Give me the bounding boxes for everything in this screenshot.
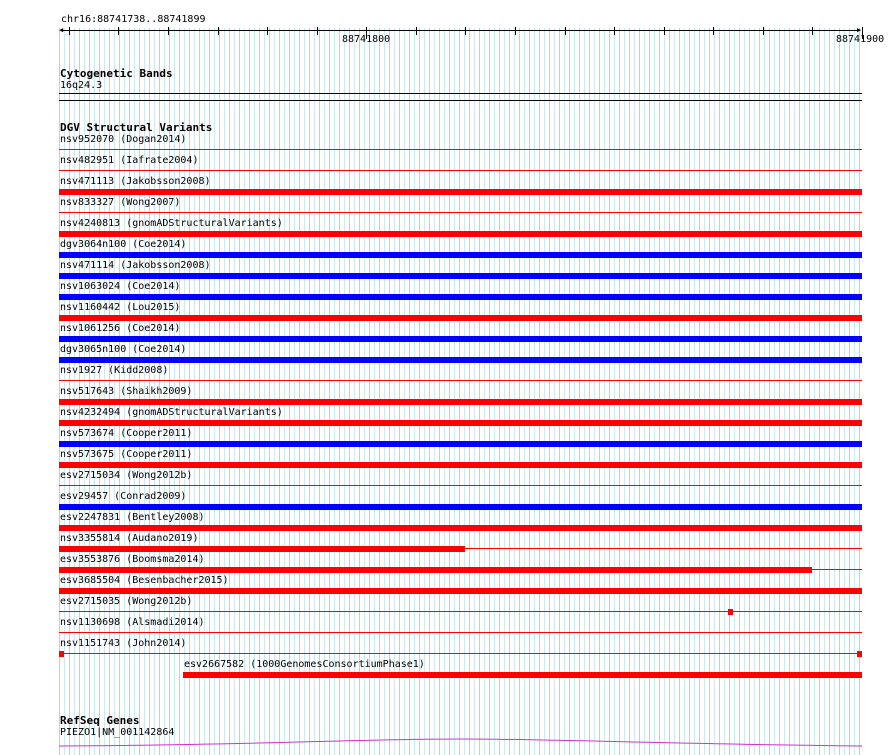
grid-line — [709, 28, 710, 755]
grid-line — [339, 28, 340, 755]
grid-line — [739, 28, 740, 755]
grid-line — [264, 28, 265, 755]
variant-label[interactable]: esv3685504 (Besenbacher2015) — [60, 575, 229, 586]
grid-line — [479, 28, 480, 755]
grid-line — [314, 28, 315, 755]
variant-label[interactable]: nsv1160442 (Lou2015) — [60, 302, 181, 313]
grid-line — [194, 28, 195, 755]
variant-bar[interactable] — [59, 315, 862, 321]
variant-bar[interactable] — [728, 609, 733, 615]
variant-label[interactable]: nsv482951 (Iafrate2004) — [60, 155, 199, 166]
grid-line — [584, 28, 585, 755]
grid-line — [324, 28, 325, 755]
grid-line — [484, 28, 485, 755]
grid-line — [309, 28, 310, 755]
grid-line — [209, 28, 210, 755]
variant-label[interactable]: nsv1063024 (Coe2014) — [60, 281, 181, 292]
grid-line — [754, 28, 755, 755]
grid-line — [319, 28, 320, 755]
grid-line — [274, 28, 275, 755]
cytoband-label: 16q24.3 — [60, 80, 103, 91]
grid-line — [279, 28, 280, 755]
ruler-label: 88741900 — [836, 34, 885, 45]
grid-line — [379, 28, 380, 755]
grid-line — [409, 28, 410, 755]
grid-line — [244, 28, 245, 755]
ruler-left-arrow-icon: ◀ — [59, 26, 64, 34]
grid-line — [504, 28, 505, 755]
grid-line — [609, 28, 610, 755]
variant-bar[interactable] — [59, 525, 862, 531]
ruler-tick — [168, 27, 169, 35]
grid-line — [474, 28, 475, 755]
ruler-tick — [218, 27, 219, 35]
grid-line — [374, 28, 375, 755]
variant-line — [59, 653, 862, 654]
variant-line — [59, 380, 862, 381]
grid-line — [694, 28, 695, 755]
variant-label[interactable]: esv3553876 (Boomsma2014) — [60, 554, 205, 565]
grid-line — [604, 28, 605, 755]
variant-line — [59, 611, 862, 612]
ruler-right-arrow-icon: ▶ — [857, 26, 862, 34]
grid-line — [419, 28, 420, 755]
variant-label[interactable]: nsv4240813 (gnomADStructuralVariants) — [60, 218, 283, 229]
variant-label[interactable]: nsv471114 (Jakobsson2008) — [60, 260, 211, 271]
grid-line — [779, 28, 780, 755]
grid-line — [219, 28, 220, 755]
grid-line — [344, 28, 345, 755]
grid-line — [294, 28, 295, 755]
variant-bar[interactable] — [59, 567, 812, 573]
variant-label[interactable]: dgv3065n100 (Coe2014) — [60, 344, 187, 355]
grid-line — [724, 28, 725, 755]
grid-line — [579, 28, 580, 755]
variant-bar[interactable] — [59, 420, 862, 426]
grid-line — [719, 28, 720, 755]
grid-line — [784, 28, 785, 755]
grid-line — [774, 28, 775, 755]
grid-line — [819, 28, 820, 755]
variant-bar[interactable] — [59, 462, 862, 468]
ruler-tick — [812, 27, 813, 35]
refseq-gene-label[interactable]: PIEZO1|NM_001142864 — [60, 727, 175, 738]
grid-line — [749, 28, 750, 755]
variant-label[interactable]: nsv573675 (Cooper2011) — [60, 449, 193, 460]
variant-bar[interactable] — [59, 231, 862, 237]
variant-line — [59, 149, 862, 150]
grid-line — [549, 28, 550, 755]
refseq-gene-curve[interactable] — [59, 739, 862, 746]
grid-line — [684, 28, 685, 755]
grid-line — [519, 28, 520, 755]
grid-line — [759, 28, 760, 755]
grid-line — [564, 28, 565, 755]
grid-line — [434, 28, 435, 755]
grid-line — [284, 28, 285, 755]
grid-line — [424, 28, 425, 755]
grid-line — [834, 28, 835, 755]
ruler-line — [61, 30, 860, 31]
variant-bar[interactable] — [59, 294, 862, 300]
grid-line — [329, 28, 330, 755]
grid-line — [414, 28, 415, 755]
grid-line — [594, 28, 595, 755]
grid-line — [809, 28, 810, 755]
variant-line — [59, 212, 862, 213]
grid-line — [814, 28, 815, 755]
grid-line — [569, 28, 570, 755]
ruler-tick — [416, 27, 417, 35]
grid-line — [204, 28, 205, 755]
grid-line — [554, 28, 555, 755]
variant-bar[interactable] — [59, 357, 862, 363]
grid-line — [359, 28, 360, 755]
ruler-tick — [713, 27, 714, 35]
variant-label[interactable]: nsv1061256 (Coe2014) — [60, 323, 181, 334]
grid-line — [269, 28, 270, 755]
grid-line — [449, 28, 450, 755]
grid-line — [659, 28, 660, 755]
grid-line — [844, 28, 845, 755]
variant-label[interactable]: esv2247831 (Bentley2008) — [60, 512, 205, 523]
ruler-tick — [118, 27, 119, 35]
grid-line — [804, 28, 805, 755]
ruler-tick — [317, 27, 318, 35]
grid-line — [224, 28, 225, 755]
ruler-label: 88741800 — [342, 34, 391, 45]
grid-line — [459, 28, 460, 755]
grid-line — [849, 28, 850, 755]
grid-line — [859, 28, 860, 755]
grid-line — [679, 28, 680, 755]
grid-line — [789, 28, 790, 755]
grid-line — [259, 28, 260, 755]
refseq-gene-feature[interactable] — [59, 736, 862, 748]
track-separator — [59, 100, 862, 101]
grid-line — [589, 28, 590, 755]
grid-line — [854, 28, 855, 755]
variant-label[interactable]: nsv1927 (Kidd2008) — [60, 365, 169, 376]
grid-line — [399, 28, 400, 755]
grid-line — [639, 28, 640, 755]
grid-line — [544, 28, 545, 755]
ruler-tick — [465, 27, 466, 35]
variant-label[interactable]: esv2667582 (1000GenomesConsortiumPhase1) — [184, 659, 425, 670]
variant-label[interactable]: esv29457 (Conrad2009) — [60, 491, 187, 502]
grid-line — [529, 28, 530, 755]
grid-line — [624, 28, 625, 755]
grid-line — [304, 28, 305, 755]
grid-line — [669, 28, 670, 755]
variant-bar[interactable] — [59, 399, 862, 405]
grid-line — [444, 28, 445, 755]
grid-line — [199, 28, 200, 755]
variant-bar[interactable] — [59, 651, 64, 657]
grid-line — [239, 28, 240, 755]
variant-bar[interactable] — [59, 441, 862, 447]
grid-line — [254, 28, 255, 755]
grid-line — [439, 28, 440, 755]
variant-bar[interactable] — [857, 651, 862, 657]
grid-line — [619, 28, 620, 755]
refseq-track-title: RefSeq Genes — [60, 714, 140, 727]
grid-line — [699, 28, 700, 755]
variant-label[interactable]: nsv471113 (Jakobsson2008) — [60, 176, 211, 187]
grid-line — [559, 28, 560, 755]
ruler-tick — [515, 27, 516, 35]
grid-line — [534, 28, 535, 755]
grid-line — [509, 28, 510, 755]
grid-line — [744, 28, 745, 755]
variant-bar[interactable] — [59, 273, 862, 279]
grid-line — [839, 28, 840, 755]
grid-line — [229, 28, 230, 755]
grid-line — [794, 28, 795, 755]
variant-label[interactable]: nsv4232494 (gnomADStructuralVariants) — [60, 407, 283, 418]
ruler-tick — [614, 27, 615, 35]
grid-line — [489, 28, 490, 755]
grid-line — [404, 28, 405, 755]
variant-line — [59, 170, 862, 171]
grid-line — [704, 28, 705, 755]
location-label: chr16:88741738..88741899 — [61, 14, 206, 25]
grid-line — [654, 28, 655, 755]
grid-line — [764, 28, 765, 755]
grid-line — [394, 28, 395, 755]
grid-line — [644, 28, 645, 755]
variant-label[interactable]: dgv3064n100 (Coe2014) — [60, 239, 187, 250]
grid-line — [734, 28, 735, 755]
grid-line — [469, 28, 470, 755]
ruler-tick — [69, 27, 70, 35]
variant-label[interactable]: nsv1130698 (Alsmadi2014) — [60, 617, 205, 628]
variant-label[interactable]: nsv1151743 (John2014) — [60, 638, 187, 649]
grid-line — [289, 28, 290, 755]
grid-line — [454, 28, 455, 755]
variant-label[interactable]: esv2715035 (Wong2012b) — [60, 596, 193, 607]
grid-line — [494, 28, 495, 755]
grid-line — [674, 28, 675, 755]
variant-label[interactable]: esv2715034 (Wong2012b) — [60, 470, 193, 481]
grid-line — [539, 28, 540, 755]
variant-label[interactable]: nsv517643 (Shaikh2009) — [60, 386, 193, 397]
grid-line — [334, 28, 335, 755]
grid-line — [354, 28, 355, 755]
variant-label[interactable]: nsv3355814 (Audano2019) — [60, 533, 199, 544]
grid-line — [364, 28, 365, 755]
variant-line — [59, 485, 862, 486]
grid-line — [649, 28, 650, 755]
dgv-track-title: DGV Structural Variants — [60, 121, 213, 134]
variant-bar[interactable] — [59, 546, 465, 552]
ruler-tick — [664, 27, 665, 35]
variant-bar[interactable] — [59, 504, 862, 510]
grid-line — [599, 28, 600, 755]
ruler-tick — [565, 27, 566, 35]
variant-label[interactable]: nsv833327 (Wong2007) — [60, 197, 181, 208]
grid-line — [234, 28, 235, 755]
grid-line — [514, 28, 515, 755]
grid-line — [664, 28, 665, 755]
grid-line — [524, 28, 525, 755]
grid-line — [634, 28, 635, 755]
grid-line — [824, 28, 825, 755]
grid-line — [629, 28, 630, 755]
grid-line — [384, 28, 385, 755]
variant-bar[interactable] — [183, 672, 862, 678]
variant-bar[interactable] — [59, 336, 862, 342]
grid-line — [214, 28, 215, 755]
grid-line — [714, 28, 715, 755]
cytoband-track-title: Cytogenetic Bands — [60, 67, 173, 80]
grid-line — [574, 28, 575, 755]
grid-line — [464, 28, 465, 755]
grid-line — [249, 28, 250, 755]
ruler-tick — [267, 27, 268, 35]
variant-bar[interactable] — [59, 252, 862, 258]
grid-line — [769, 28, 770, 755]
grid-line — [389, 28, 390, 755]
grid-line — [299, 28, 300, 755]
grid-line — [429, 28, 430, 755]
variant-bar[interactable] — [59, 588, 862, 594]
variant-label[interactable]: nsv573674 (Cooper2011) — [60, 428, 193, 439]
cytoband-line — [59, 93, 862, 94]
grid-line — [349, 28, 350, 755]
grid-line — [689, 28, 690, 755]
grid-line — [614, 28, 615, 755]
variant-line — [59, 632, 862, 633]
ruler-tick — [763, 27, 764, 35]
grid-line — [369, 28, 370, 755]
grid-line — [729, 28, 730, 755]
grid-line — [499, 28, 500, 755]
variant-bar[interactable] — [59, 189, 862, 195]
variant-label[interactable]: nsv952070 (Dogan2014) — [60, 134, 187, 145]
grid-line — [799, 28, 800, 755]
grid-line — [829, 28, 830, 755]
